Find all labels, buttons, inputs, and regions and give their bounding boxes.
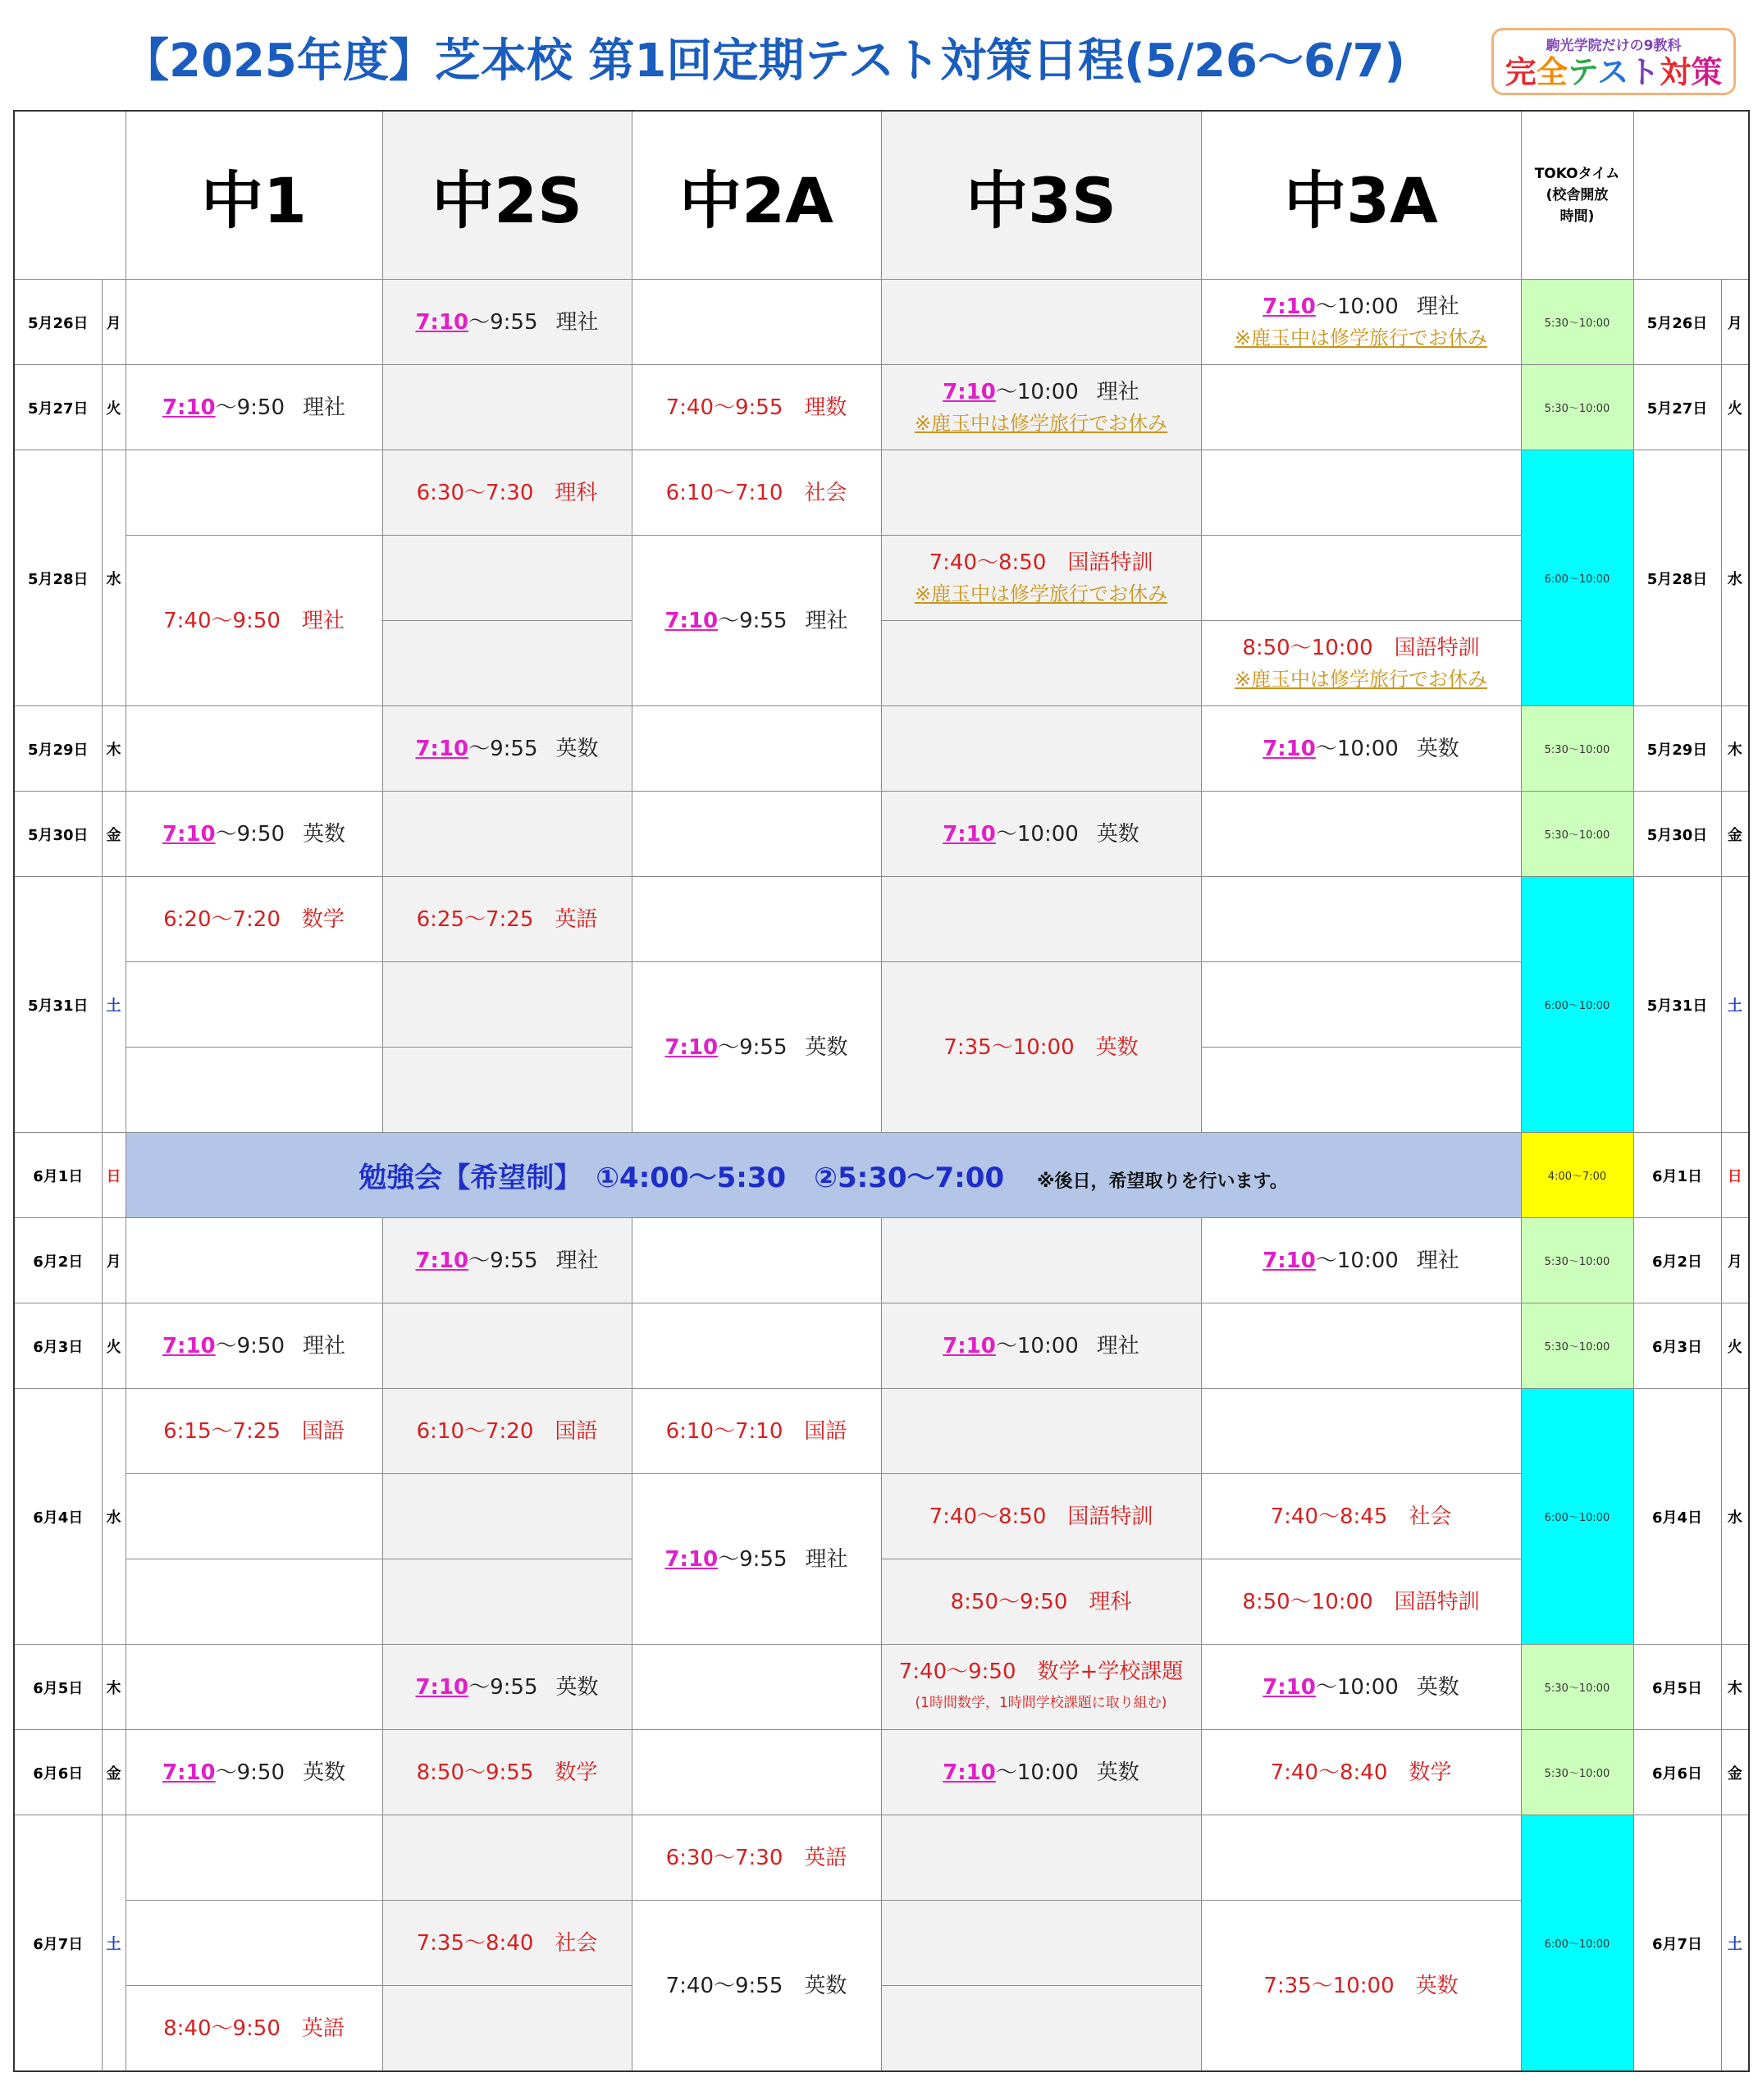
header-blank-right [1633, 111, 1749, 280]
date-cell: 5月30日 [14, 792, 102, 877]
dow-cell: 月 [1721, 1218, 1749, 1303]
schedule-cell [382, 365, 632, 450]
dow-cell: 水 [1721, 1389, 1749, 1645]
dow-cell: 木 [1721, 1645, 1749, 1730]
logo-tagline: 駒光学院だけの9教科 [1546, 38, 1682, 54]
date-cell: 6月1日 [14, 1133, 102, 1218]
date-cell: 5月27日 [14, 365, 102, 450]
date-cell: 6月7日 [14, 1815, 102, 2072]
schedule-cell: 6:10〜7:10 国語 [632, 1389, 881, 1474]
toko-header: TOKOタイム (校舎開放 時間) [1521, 111, 1633, 280]
date-cell: 6月2日 [1633, 1218, 1721, 1303]
date-cell: 6月6日 [14, 1730, 102, 1815]
schedule-cell [382, 1048, 632, 1133]
date-cell: 6月4日 [14, 1389, 102, 1645]
schedule-cell: 6:10〜7:20 国語 [382, 1389, 632, 1474]
table-row [14, 1559, 1749, 1645]
toko-cell: 5:30〜10:00 [1521, 706, 1633, 792]
schedule-cell [382, 1474, 632, 1559]
toko-cell: 5:30〜10:00 [1521, 280, 1633, 365]
schedule-cell: 7:10〜10:00 英数 [1201, 1645, 1521, 1730]
schedule-cell: 7:10〜9:55 理社 [632, 1474, 881, 1645]
date-cell: 6月2日 [14, 1218, 102, 1303]
date-cell: 6月7日 [1633, 1815, 1721, 2072]
schedule-cell [632, 792, 881, 877]
brand-logo [1491, 28, 1736, 95]
table-row [14, 1133, 1749, 1218]
grade-header-1: 中1 [126, 111, 382, 280]
table-row [14, 1389, 1749, 1474]
schedule-cell: 7:40〜8:50 国語特訓 ※鹿玉中は修学旅行でお休み [881, 536, 1201, 621]
schedule-cell: 7:10〜10:00 英数 [881, 792, 1201, 877]
dow-cell: 金 [1721, 792, 1749, 877]
schedule-cell [126, 1048, 382, 1133]
dow-cell: 月 [102, 1218, 126, 1303]
toko-cell: 6:00〜10:00 [1521, 1815, 1633, 2072]
schedule-cell [632, 1303, 881, 1389]
schedule-cell [632, 1218, 881, 1303]
schedule-cell [126, 1815, 382, 1901]
schedule-cell: 7:40〜9:55 理数 [632, 365, 881, 450]
schedule-cell [126, 1218, 382, 1303]
grade-header-2a: 中2A [632, 111, 881, 280]
schedule-cell [126, 1645, 382, 1730]
schedule-cell: 7:10〜9:55 英数 [382, 1645, 632, 1730]
date-cell: 5月31日 [14, 877, 102, 1133]
schedule-cell: 7:40〜8:50 国語特訓 [881, 1474, 1201, 1559]
schedule-cell [126, 1559, 382, 1645]
schedule-cell: 7:35〜8:40 社会 [382, 1901, 632, 1986]
date-cell: 6月3日 [14, 1303, 102, 1389]
date-cell: 5月28日 [1633, 450, 1721, 706]
schedule-cell: 8:50〜9:55 数学 [382, 1730, 632, 1815]
table-row [14, 1474, 1749, 1559]
page-title: 【2025年度】芝本校 第1回定期テスト対策日程(5/26〜6/7) [123, 34, 1405, 88]
table-row [14, 1218, 1749, 1303]
toko-cell: 6:00〜10:00 [1521, 450, 1633, 706]
schedule-cell: 7:10〜9:55 英数 [382, 706, 632, 792]
schedule-cell [881, 280, 1201, 365]
schedule-cell [632, 706, 881, 792]
schedule-cell [632, 877, 881, 962]
toko-cell: 5:30〜10:00 [1521, 1218, 1633, 1303]
dow-cell: 木 [1721, 706, 1749, 792]
dow-cell: 日 [102, 1133, 126, 1218]
schedule-cell [382, 962, 632, 1048]
date-cell: 5月29日 [1633, 706, 1721, 792]
table-row [14, 365, 1749, 450]
study-session-banner: 勉強会【希望制】 ①4:00〜5:30 ②5:30〜7:00 ※後日，希望取りを行います。 [126, 1133, 1521, 1218]
grade-header-3a: 中3A [1201, 111, 1521, 280]
schedule-cell: 7:10〜10:00 英数 [881, 1730, 1201, 1815]
schedule-cell [1201, 1389, 1521, 1474]
table-row [14, 792, 1749, 877]
schedule-cell [881, 1901, 1201, 1986]
schedule-cell: 7:40〜8:40 数学 [1201, 1730, 1521, 1815]
schedule-cell: 7:10〜10:00 理社 [881, 1303, 1201, 1389]
schedule-cell [1201, 792, 1521, 877]
grade-header-2s: 中2S [382, 111, 632, 280]
date-cell: 6月4日 [1633, 1389, 1721, 1645]
schedule-cell [881, 1389, 1201, 1474]
schedule-cell: 7:10〜9:50 理社 [126, 1303, 382, 1389]
dow-cell: 月 [1721, 280, 1749, 365]
dow-cell: 土 [102, 1815, 126, 2072]
date-cell: 6月3日 [1633, 1303, 1721, 1389]
date-cell: 5月26日 [1633, 280, 1721, 365]
date-cell: 6月5日 [1633, 1645, 1721, 1730]
schedule-cell: 6:30〜7:30 英語 [632, 1815, 881, 1901]
schedule-cell: 7:10〜10:00 英数 [1201, 706, 1521, 792]
schedule-cell [382, 1303, 632, 1389]
toko-cell: 6:00〜10:00 [1521, 877, 1633, 1133]
schedule-cell [126, 450, 382, 536]
schedule-cell: 6:25〜7:25 英語 [382, 877, 632, 962]
dow-cell: 土 [1721, 877, 1749, 1133]
toko-cell: 5:30〜10:00 [1521, 365, 1633, 450]
schedule-cell [632, 1730, 881, 1815]
schedule-cell [382, 1986, 632, 2072]
schedule-cell [881, 877, 1201, 962]
header-row [14, 111, 1749, 280]
toko-cell: 6:00〜10:00 [1521, 1389, 1633, 1645]
schedule-cell: 7:10〜9:55 理社 [382, 280, 632, 365]
dow-cell: 木 [102, 1645, 126, 1730]
schedule-cell [1201, 536, 1521, 621]
schedule-cell: 8:40〜9:50 英語 [126, 1986, 382, 2072]
dow-cell: 火 [1721, 365, 1749, 450]
schedule-cell [881, 621, 1201, 706]
table-row [14, 962, 1749, 1048]
toko-cell: 5:30〜10:00 [1521, 792, 1633, 877]
toko-cell: 5:30〜10:00 [1521, 1645, 1633, 1730]
schedule-cell: 8:50〜10:00 国語特訓 [1201, 1559, 1521, 1645]
schedule-cell: 8:50〜10:00 国語特訓 ※鹿玉中は修学旅行でお休み [1201, 621, 1521, 706]
date-cell: 5月30日 [1633, 792, 1721, 877]
schedule-cell [1201, 1048, 1521, 1133]
date-cell: 6月1日 [1633, 1133, 1721, 1218]
table-row [14, 1730, 1749, 1815]
schedule-cell [126, 962, 382, 1048]
date-cell: 5月26日 [14, 280, 102, 365]
schedule-cell: 7:10〜10:00 理社 [1201, 1218, 1521, 1303]
dow-cell: 金 [1721, 1730, 1749, 1815]
date-cell: 5月27日 [1633, 365, 1721, 450]
toko-cell: 5:30〜10:00 [1521, 1303, 1633, 1389]
table-row [14, 536, 1749, 621]
logo-wordmark: 完全テスト対策 [1505, 54, 1723, 90]
header-blank [14, 111, 126, 280]
table-row [14, 1645, 1749, 1730]
schedule-cell [126, 1901, 382, 1986]
schedule-cell [1201, 365, 1521, 450]
dow-cell: 火 [102, 365, 126, 450]
dow-cell: 金 [102, 1730, 126, 1815]
schedule-cell: 7:40〜9:50 理社 [126, 536, 382, 706]
schedule-cell [1201, 877, 1521, 962]
schedule-cell [632, 280, 881, 365]
schedule-cell [382, 1559, 632, 1645]
schedule-cell [382, 621, 632, 706]
schedule-cell: 6:20〜7:20 数学 [126, 877, 382, 962]
schedule-cell: 7:10〜9:55 英数 [632, 962, 881, 1133]
dow-cell: 水 [102, 1389, 126, 1645]
schedule-cell: 8:50〜9:50 理科 [881, 1559, 1201, 1645]
dow-cell: 土 [102, 877, 126, 1133]
schedule-cell: 7:35〜10:00 英数 [1201, 1901, 1521, 2072]
schedule-cell [632, 1645, 881, 1730]
table-row [14, 1303, 1749, 1389]
schedule-cell: 7:40〜9:55 英数 [632, 1901, 881, 2072]
grade-header-3s: 中3S [881, 111, 1201, 280]
schedule-cell [881, 1986, 1201, 2072]
schedule-cell [126, 706, 382, 792]
schedule-cell [382, 1815, 632, 1901]
schedule-cell: 7:10〜10:00 理社 ※鹿玉中は修学旅行でお休み [881, 365, 1201, 450]
schedule-cell [881, 706, 1201, 792]
dow-cell: 土 [1721, 1815, 1749, 2072]
table-row [14, 1901, 1749, 1986]
table-row [14, 280, 1749, 365]
date-cell: 5月28日 [14, 450, 102, 706]
date-cell: 5月31日 [1633, 877, 1721, 1133]
schedule-cell [1201, 1815, 1521, 1901]
date-cell: 6月6日 [1633, 1730, 1721, 1815]
schedule-cell [881, 1815, 1201, 1901]
toko-cell: 5:30〜10:00 [1521, 1730, 1633, 1815]
dow-cell: 水 [102, 450, 126, 706]
schedule-table [13, 110, 1750, 2072]
schedule-cell: 7:10〜9:50 英数 [126, 792, 382, 877]
schedule-cell [881, 450, 1201, 536]
toko-cell: 4:00〜7:00 [1521, 1133, 1633, 1218]
date-cell: 6月5日 [14, 1645, 102, 1730]
date-cell: 5月29日 [14, 706, 102, 792]
schedule-cell [881, 1218, 1201, 1303]
table-row [14, 877, 1749, 962]
dow-cell: 火 [1721, 1303, 1749, 1389]
schedule-cell [1201, 1303, 1521, 1389]
schedule-cell [126, 1474, 382, 1559]
schedule-cell [1201, 450, 1521, 536]
schedule-cell: 6:10〜7:10 社会 [632, 450, 881, 536]
table-row [14, 706, 1749, 792]
schedule-cell: 7:40〜9:50 数学+学校課題 (1時間数学，1時間学校課題に取り組む) [881, 1645, 1201, 1730]
table-row [14, 450, 1749, 536]
schedule-cell: 6:30〜7:30 理科 [382, 450, 632, 536]
schedule-cell: 7:10〜10:00 理社 ※鹿玉中は修学旅行でお休み [1201, 280, 1521, 365]
dow-cell: 月 [102, 280, 126, 365]
schedule-cell: 7:10〜9:55 理社 [632, 536, 881, 706]
table-row [14, 1815, 1749, 1901]
schedule-cell: 7:10〜9:55 理社 [382, 1218, 632, 1303]
schedule-cell: 7:10〜9:50 英数 [126, 1730, 382, 1815]
schedule-cell: 7:40〜8:45 社会 [1201, 1474, 1521, 1559]
dow-cell: 日 [1721, 1133, 1749, 1218]
dow-cell: 水 [1721, 450, 1749, 706]
schedule-cell [126, 280, 382, 365]
dow-cell: 火 [102, 1303, 126, 1389]
dow-cell: 金 [102, 792, 126, 877]
schedule-cell: 7:10〜9:50 理社 [126, 365, 382, 450]
dow-cell: 木 [102, 706, 126, 792]
schedule-cell [382, 536, 632, 621]
schedule-cell [1201, 962, 1521, 1048]
schedule-cell: 7:35〜10:00 英数 [881, 962, 1201, 1133]
schedule-cell: 6:15〜7:25 国語 [126, 1389, 382, 1474]
schedule-cell [382, 792, 632, 877]
